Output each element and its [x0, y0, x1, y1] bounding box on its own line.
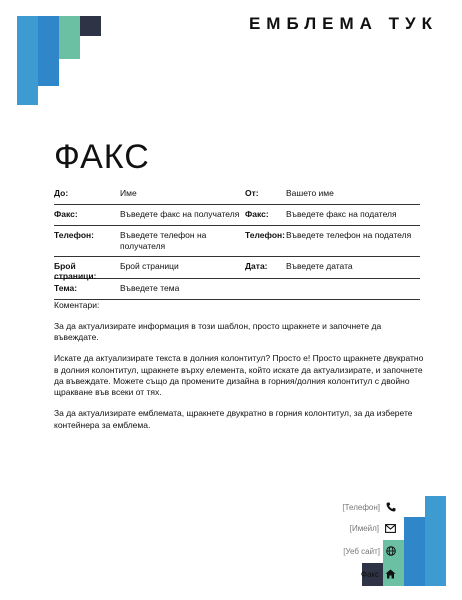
fax-to-field[interactable]: Въведете факс на получателя [120, 209, 240, 219]
table-row [54, 184, 420, 205]
phone-to-label: Телефон: [54, 230, 94, 240]
block-light-blue [17, 16, 38, 105]
fax-to-label: Факс: [54, 209, 78, 219]
globe-icon [386, 546, 396, 556]
block-blue [404, 517, 425, 586]
fax-icon [385, 569, 396, 579]
pages-field[interactable]: Брой страници [120, 261, 179, 271]
email-icon [385, 524, 396, 533]
pages-label: Брой страници: [54, 261, 97, 281]
phone-icon [386, 502, 396, 512]
phone-from-field[interactable]: Въведете телефон на подателя [286, 230, 412, 240]
fax-fields-table [54, 184, 420, 300]
body-paragraph-1[interactable]: За да актуализирате информация в този шаблон, просто щракнете и започнете да въвеждате. [54, 321, 382, 343]
body-paragraph-3[interactable]: За да актуализирате емблемата, щракнете двукратно в горния колонтитул, за да изберете контейнера за емблема. [54, 408, 413, 430]
fax-from-field[interactable]: Въведете факс на подателя [286, 209, 397, 219]
table-row [54, 279, 420, 300]
footer-fax-text[interactable]: Факс [360, 569, 379, 579]
to-label: До: [54, 188, 69, 198]
footer-phone-text[interactable]: [Телефон] [342, 502, 380, 512]
logo-placeholder[interactable]: ЕМБЛЕМА ТУК [248, 14, 438, 33]
from-label: От: [245, 188, 259, 198]
block-teal [59, 16, 80, 59]
table-row [54, 205, 420, 226]
body-text[interactable] [54, 321, 426, 441]
block-dark [80, 16, 101, 36]
to-field[interactable]: Име [120, 188, 137, 198]
date-field[interactable]: Въведете датата [286, 261, 353, 271]
block-light-blue [425, 496, 446, 586]
phone-from-label: Телефон: [245, 230, 285, 240]
footer-phone [342, 502, 396, 512]
comments-label: Коментари: [54, 300, 100, 310]
footer-fax [361, 569, 396, 579]
from-field[interactable]: Вашето име [286, 188, 334, 198]
body-paragraph-2[interactable]: Искате да актуализирате текста в долния колонтитул? Просто е! Просто щракнете двукратно в долния колонтитул, щракнете върху елемента, който искате да актуализирате, и започнете да въвеждате. Можете също да промените дизайна в горния/долния колонтитул с двойно щракване във всеки от тях. [54, 353, 424, 398]
phone-to-field[interactable]: Въведете телефон на получателя [120, 230, 207, 251]
table-row [54, 226, 420, 257]
footer-website-text[interactable]: [Уеб сайт] [343, 546, 380, 556]
footer-email-text[interactable]: [Имейл] [349, 524, 379, 533]
subject-field[interactable]: Въведете тема [120, 283, 180, 293]
fax-from-label: Факс: [245, 209, 269, 219]
page-title[interactable]: ФАКС [54, 138, 150, 176]
footer-email [350, 524, 396, 533]
header-decoration [0, 0, 102, 106]
footer-website [343, 546, 396, 556]
subject-label: Тема: [54, 283, 78, 293]
table-row [54, 257, 420, 279]
date-label: Дата: [245, 261, 268, 271]
block-blue [38, 16, 59, 86]
